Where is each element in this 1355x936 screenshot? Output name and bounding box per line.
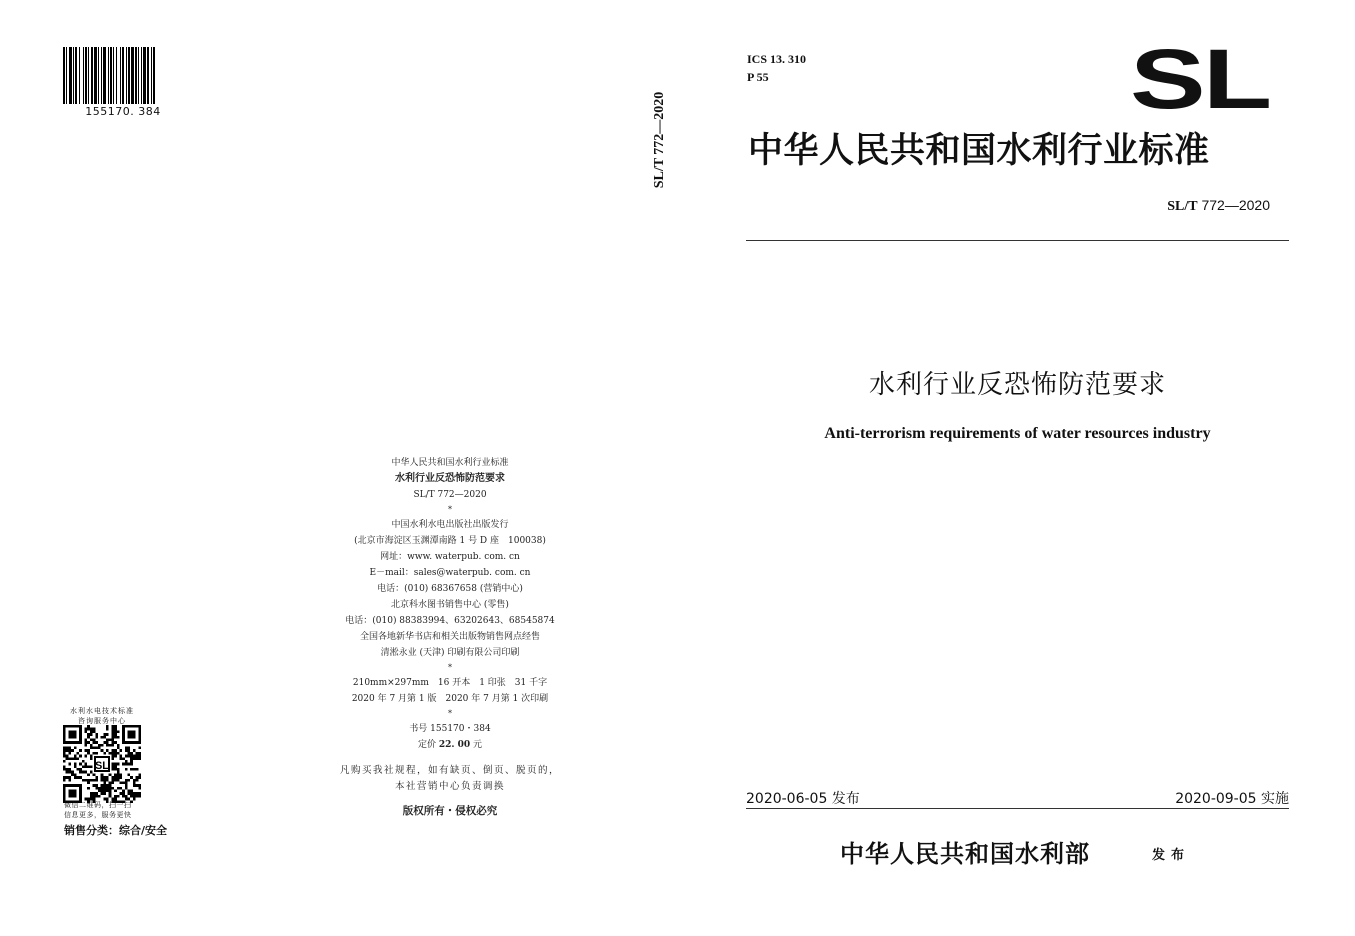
colophon-rights: 版权所有・侵权必究 <box>402 805 498 817</box>
divider-bottom <box>746 808 1289 809</box>
colophon-address: (北京市海淀区玉渊潭南路 1 号 D 座 100038) <box>354 536 546 546</box>
colophon-price: 定价 22. 00 元 <box>417 740 483 750</box>
colophon-phone-retail: 电话：(010) 88383994、63202643、68545874 <box>345 616 555 626</box>
colophon-title: 水利行业反恐怖防范要求 <box>395 473 505 484</box>
title-chinese: 水利行业反恐怖防范要求 <box>868 370 1166 400</box>
qr-center-label: SL <box>95 759 109 772</box>
colophon-book-number: 书号 155170・384 <box>409 724 491 734</box>
colophon-notice: 凡购买我社规程，如有缺页、倒页、脱页的， <box>339 765 560 776</box>
divider-top <box>746 240 1289 241</box>
colophon-phone-sales: 电话：(010) 68367658 (营销中心) <box>377 584 523 594</box>
standard-code: SL/T 772—2020 <box>1167 197 1270 214</box>
colophon-format: 210mm×297mm 16 开本 1 印张 31 千字 <box>352 678 548 688</box>
qr-code <box>63 725 141 803</box>
colophon-separator: * <box>448 663 452 672</box>
implementation-date: 2020-09-05 实施 <box>1175 791 1289 807</box>
title-english: Anti-terrorism requirements of water resources industry <box>824 425 1211 442</box>
colophon-series: 中华人民共和国水利行业标准 <box>391 458 509 468</box>
colophon-edition: 2020 年 7 月第 1 版 2020 年 7 月第 1 次印刷 <box>351 694 549 704</box>
spine-code: SL/T 772—2020 <box>652 91 667 189</box>
qr-footnote: 微信二维码，扫一扫 信息更多，服务更快 <box>64 801 132 819</box>
standard-type-heading: 中华人民共和国水利行业标准 <box>748 131 1210 171</box>
qr-caption: 水利水电技术标准 咨询服务中心 <box>70 707 134 725</box>
colophon-publisher: 中国水利水电出版社出版发行 <box>391 520 509 530</box>
issuing-authority: 中华人民共和国水利部 <box>840 839 1090 868</box>
colophon-code: SL/T 772—2020 <box>413 490 487 500</box>
sale-category: 销售分类：综合/安全 <box>64 824 168 837</box>
colophon-retail: 北京科水图书销售中心 (零售) <box>391 600 509 610</box>
barcode-number: 155170. 384 <box>85 105 161 118</box>
colophon-notice: 本社营销中心负责调换 <box>394 781 505 792</box>
sl-logo: SL <box>1130 32 1270 126</box>
barcode-graphic <box>63 47 183 104</box>
colophon-website: 网址：www. waterpub. com. cn <box>380 552 520 562</box>
colophon-separator: * <box>448 709 452 718</box>
colophon-email: E－mail：sales@waterpub. com. cn <box>369 568 531 578</box>
issue-word: 发布 <box>1152 848 1191 863</box>
colophon-separator: * <box>448 505 452 514</box>
ics-classification: ICS 13. 310 P 55 <box>747 52 807 84</box>
colophon-distribution: 全国各地新华书店和相关出版物销售网点经售 <box>359 632 540 642</box>
issue-date: 2020-06-05 发布 <box>746 791 860 807</box>
colophon-printer: 清淞永业 (天津) 印刷有限公司印刷 <box>380 648 520 658</box>
colophon <box>330 455 570 819</box>
